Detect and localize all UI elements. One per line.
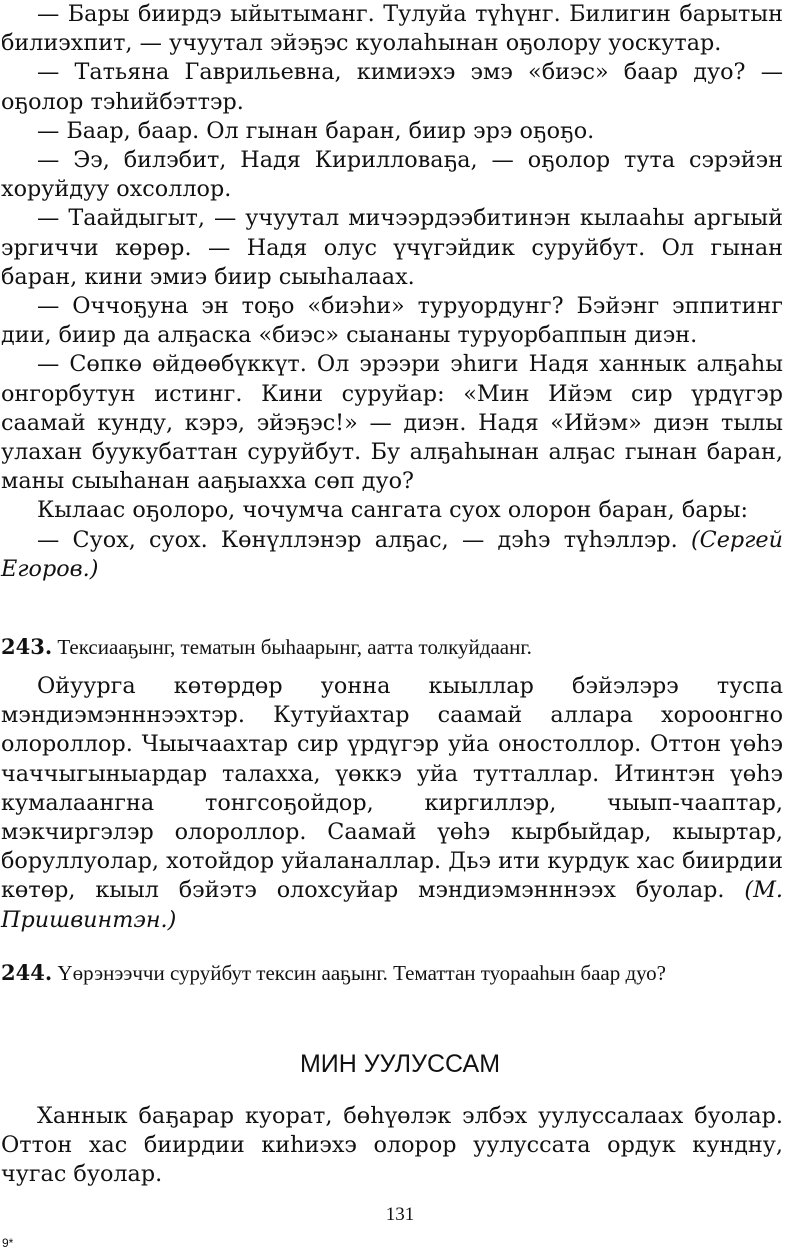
signature-mark: 9* (2, 1236, 14, 1250)
exercise-244-task (1, 958, 783, 988)
dialogue-block (1, 0, 783, 584)
dialogue-line: — Баар, баар. Ол гынан баран, биир эрэ оҕоҕо. (37, 117, 595, 144)
dialogue-line: — Таайдыгыт, — учуутал мичээрдээбитинэн кылааhы аргыый эргиччи көрөр. — Надя олус үчүгэйдик суруйбут. Ол гынан баран, кини эмиэ биир сыыhалаах. (1, 205, 783, 290)
exercise-text: Ойуурга көтөрдөр уонна кыыллар бэйэлэрэ туспа мэндиэмэнннээхтэр. Кутуйахтар саамай аллара хороонгно олороллор. Чыычаахтар сир үрдүгэр уйа оностоллор. Оттон үөhэ чаччыгыныардар талахха, үөккэ уйа тутталлар. Итинтэн үөhэ кумалаангна тонгсоҕойдор, киргиллэр, чыып-чааптар, мэкчиргэлэр олороллор. Саамай үөhэ кырбыйдар, кыыртар, боруллуолар, хотойдор уйаланаллар. Дьэ ити курдук хас биирдии көтөр, кыыл бэйэтэ олохсуйар мэндиэмэнннээх буолар. (1, 673, 783, 904)
exercise-number: 243. (1, 634, 53, 659)
section-title: МИН УУЛУССАМ (299, 1050, 501, 1078)
exercise-243-text (1, 672, 783, 935)
exercise-task: Үөрэнээччи суруйбут тексин ааҕынг. Тематтан туорааhын баар дуо? (57, 961, 666, 985)
dialogue-line: — Бары биирдэ ыйытыманг. Тулуйа түhүнг. Билигин барытын билиэхпит, — учуутал эйэҕэс куолаhынан оҕолору уоскутар. (1, 1, 783, 57)
section-text: Ханнык баҕарар куорат, бөhүөлэк элбэх уулуссалаах буолар. Оттон хас биирдии киhиэхэ олорор уулуссата ордук кундну, чугас буолар. (1, 1103, 783, 1188)
exercise-task: Тексиааҕынг, тематын быhаарынг, аатта толкуйдаанг. (57, 635, 532, 659)
closing-text: — Суох, суох. Көнүллэнэр алҕас, — дэhэ түhэллэр. (37, 526, 678, 553)
dialogue-line: — Татьяна Гаврильевна, кимиэхэ эмэ «биэс» баар дуо? — оҕолор тэhийбэттэр. (1, 59, 783, 115)
dialogue-line: — Оччоҕуна эн тоҕо «биэhи» туруордунг? Бэйэнг эппитинг дии, биир да алҕаска «биэс» сыананы туруорбаппын диэн. (1, 293, 783, 349)
dialogue-line: Кылаас оҕолоро, чочумча сангата суох олорон баран, бары: (37, 497, 749, 524)
exercise-number: 244. (1, 960, 53, 985)
dialogue-line: — Ээ, билэбит, Надя Кирилловаҕа, — оҕолор тута сэрэйэн хоруйдуу охсоллор. (1, 147, 783, 203)
exercise-243-task (1, 632, 783, 662)
page-number: 131 (385, 1204, 415, 1225)
closing-line (1, 526, 783, 584)
closing-source: (Сергей Егоров.) (1, 526, 783, 582)
dialogue-line: — Сөпкө өйдөөбүккүт. Ол эрээри эhиги Надя ханнык алҕаhы онгорбутун истинг. Кини суруйар: «Мин Ийэм сир үрдүгэр саамай кунду, кэрэ, эйэҕэс!» — диэн. Надя «Ийэм» диэн тылы улахан буукубаттан суруйбут. Бу алҕаhынан алҕас гынан баран, маны сыыhанан ааҕыахха сөп дуо? (1, 351, 783, 495)
exercise-source: (М. Пришвинтэн.) (1, 877, 784, 933)
